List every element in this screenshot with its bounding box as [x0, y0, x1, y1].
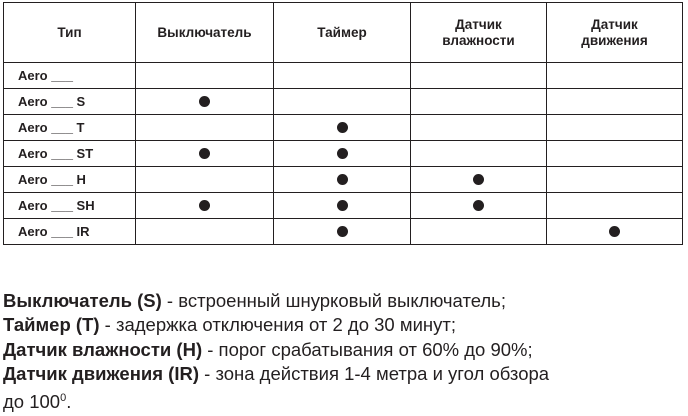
table-row — [4, 63, 683, 89]
feature-cell — [411, 89, 547, 115]
feature-dot-icon — [337, 174, 348, 185]
feature-dot-icon — [199, 148, 210, 159]
feature-cell — [547, 141, 683, 167]
feature-cell — [136, 115, 274, 141]
legend-term: Датчик влажности (Н) — [3, 338, 203, 360]
feature-cell — [274, 89, 411, 115]
feature-dot-icon — [337, 122, 348, 133]
legend-line — [3, 338, 683, 362]
type-cell: Aero ___ — [4, 63, 136, 89]
legend-line — [3, 362, 683, 386]
feature-cell — [274, 115, 411, 141]
table-row — [4, 89, 683, 115]
feature-dot-icon — [337, 200, 348, 211]
feature-cell — [547, 167, 683, 193]
feature-cell — [136, 141, 274, 167]
table-header-row — [4, 3, 683, 63]
feature-cell — [136, 193, 274, 219]
feature-cell — [274, 193, 411, 219]
type-cell: Aero ___ SH — [4, 193, 136, 219]
legend-desc: - зона действия 1-4 метра и угол обзора — [199, 362, 550, 384]
header-humidity — [411, 3, 547, 63]
type-cell: Aero ___ S — [4, 89, 136, 115]
feature-dot-icon — [199, 96, 210, 107]
feature-dot-icon — [609, 226, 620, 237]
legend-tail: . — [66, 391, 72, 413]
feature-cell — [274, 219, 411, 245]
feature-cell — [274, 167, 411, 193]
feature-dot-icon — [199, 200, 210, 211]
feature-cell — [136, 63, 274, 89]
header-timer: Таймер — [274, 3, 411, 63]
legend-line — [3, 386, 683, 414]
feature-cell — [274, 141, 411, 167]
feature-dot-icon — [337, 226, 348, 237]
feature-cell — [136, 167, 274, 193]
type-cell: Aero ___ H — [4, 167, 136, 193]
table-row — [4, 115, 683, 141]
feature-dot-icon — [473, 200, 484, 211]
legend-term: Таймер (Т) — [3, 314, 100, 336]
feature-cell — [547, 219, 683, 245]
legend-term: Выключатель (S) — [3, 290, 162, 311]
legend-line — [3, 313, 683, 337]
legend-superscript: 0 — [60, 392, 67, 405]
table-row — [4, 219, 683, 245]
header-motion — [547, 3, 683, 63]
feature-cell — [547, 63, 683, 89]
feature-cell — [547, 89, 683, 115]
legend-desc: - порог срабатывания от 60% до 90%; — [202, 338, 533, 360]
feature-cell — [411, 115, 547, 141]
legend-desc: - задержка отключения от 2 до 30 минут; — [99, 314, 456, 336]
feature-cell — [411, 63, 547, 89]
legend-desc: - встроенный шнурковый выключатель; — [161, 290, 506, 311]
header-type: Тип — [4, 3, 136, 63]
table-row — [4, 167, 683, 193]
feature-cell — [411, 141, 547, 167]
features-table — [3, 2, 683, 245]
legend-desc: до 100 — [3, 391, 61, 413]
feature-cell — [411, 193, 547, 219]
feature-cell — [274, 63, 411, 89]
feature-dot-icon — [473, 174, 484, 185]
legend-term: Датчик движения (IR) — [3, 362, 199, 384]
feature-cell — [411, 167, 547, 193]
table-row — [4, 193, 683, 219]
type-cell: Aero ___ T — [4, 115, 136, 141]
header-humidity-label: Датчик влажности — [442, 16, 515, 48]
legend-line — [3, 289, 683, 313]
feature-cell — [547, 193, 683, 219]
feature-cell — [547, 115, 683, 141]
type-cell: Aero ___ IR — [4, 219, 136, 245]
header-motion-label: Датчик движения — [581, 16, 648, 48]
legend — [3, 289, 683, 415]
feature-cell — [136, 219, 274, 245]
table-row — [4, 141, 683, 167]
feature-cell — [136, 89, 274, 115]
feature-dot-icon — [337, 148, 348, 159]
feature-cell — [411, 219, 547, 245]
type-cell: Aero ___ ST — [4, 141, 136, 167]
header-switch: Выключатель — [136, 3, 274, 63]
